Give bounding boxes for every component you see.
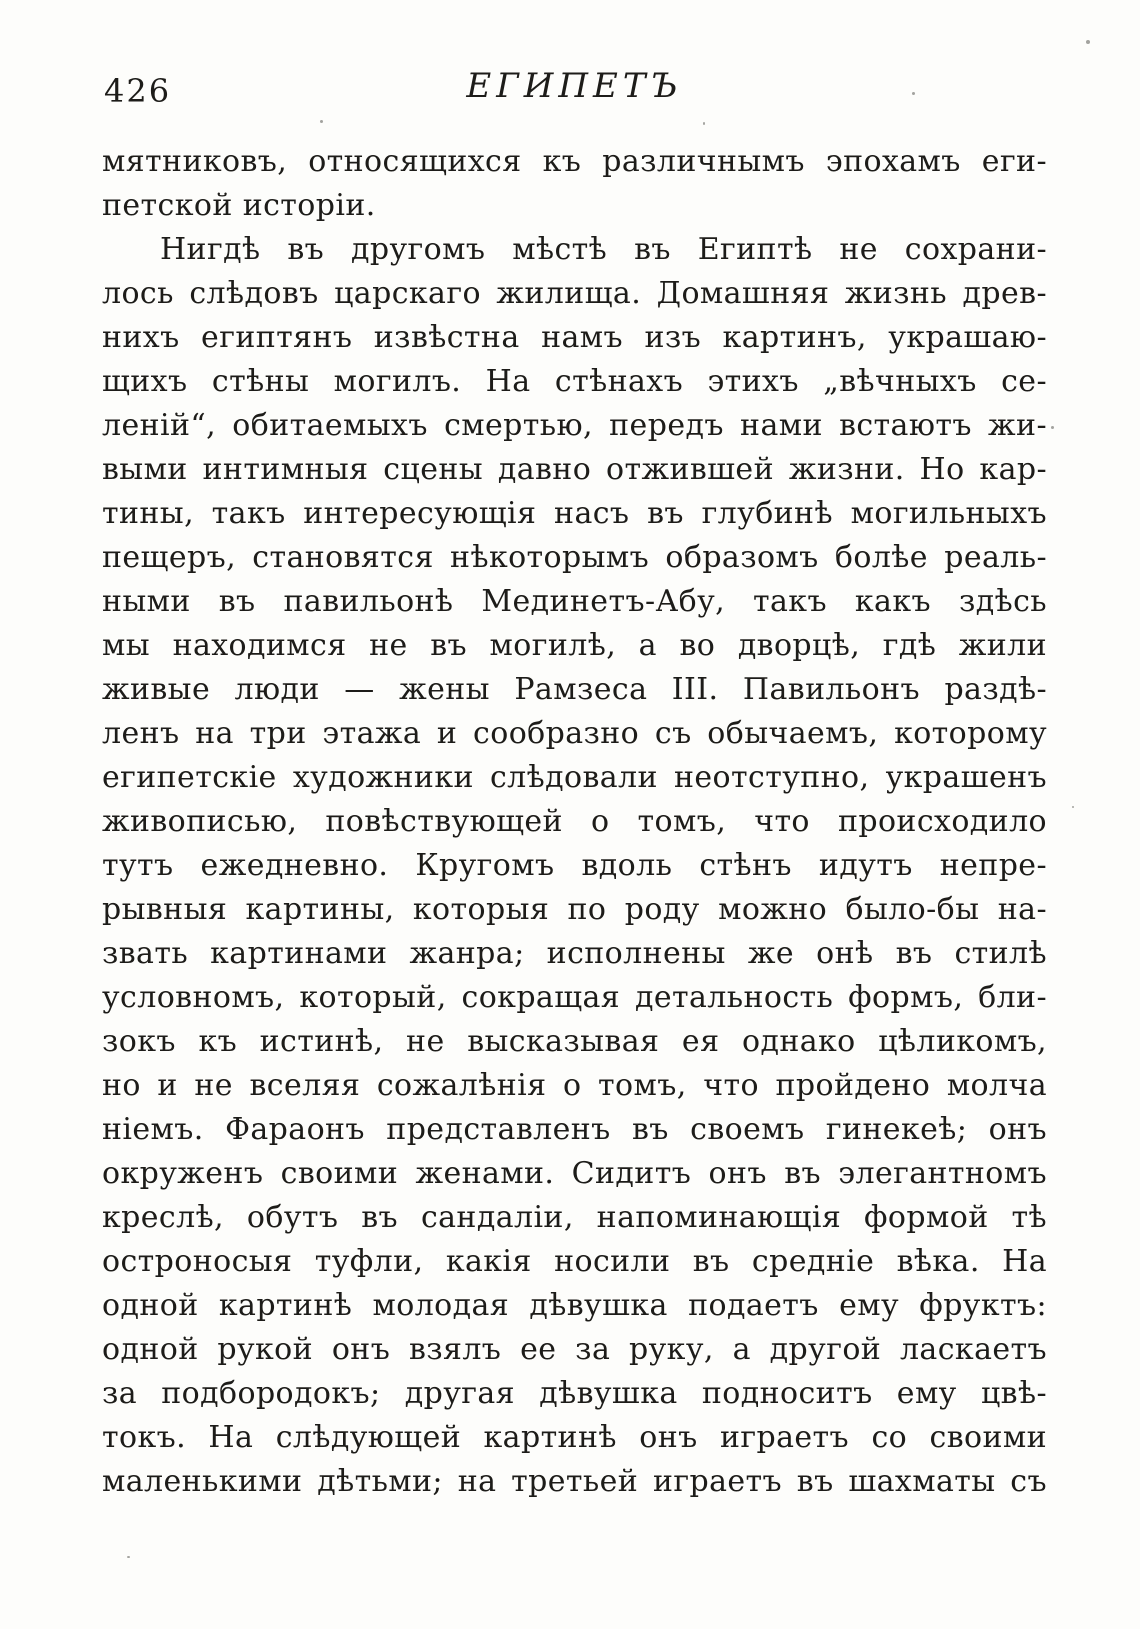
text-line: мятниковъ, относящихся къ различнымъ эпохамъ еги- — [102, 144, 1047, 179]
text-line: креслѣ, обутъ въ сандаліи, напоминающія формой тѣ — [102, 1200, 1047, 1235]
text-line: одной картинѣ молодая дѣвушка подаетъ ему фруктъ: — [102, 1288, 1047, 1323]
text-line: токъ. На слѣдующей картинѣ онъ играетъ со своими — [102, 1420, 1047, 1455]
text-line: маленькими дѣтьми; на третьей играетъ въ шахматы съ — [102, 1464, 1047, 1499]
text-line: окруженъ своими женами. Сидитъ онъ въ элегантномъ — [102, 1156, 1047, 1191]
text-line: тины, такъ интересующія насъ въ глубинѣ могильныхъ — [102, 496, 1047, 531]
text-line: за подбородокъ; другая дѣвушка подноситъ ему цвѣ- — [102, 1376, 1047, 1411]
text-line: лось слѣдовъ царскаго жилища. Домашняя жизнь древ- — [102, 276, 1047, 311]
text-line: рывныя картины, которыя по роду можно было-бы на- — [102, 892, 1047, 927]
scan-speck — [912, 92, 915, 95]
scan-speck — [1086, 40, 1090, 44]
text-line: одной рукой онъ взялъ ее за руку, а другой ласкаетъ — [102, 1332, 1047, 1367]
page-header — [102, 66, 1047, 112]
body-text — [102, 140, 1047, 1504]
scan-speck — [1051, 426, 1054, 429]
page-number: 426 — [104, 72, 172, 110]
text-line: ніемъ. Фараонъ представленъ въ своемъ гинекеѣ; онъ — [102, 1112, 1047, 1147]
text-line: условномъ, который, сокращая детальность формъ, бли- — [102, 980, 1047, 1015]
text-line: звать картинами жанра; исполнены же онѣ въ стилѣ — [102, 936, 1047, 971]
text-line: пещеръ, становятся нѣкоторымъ образомъ болѣе реаль- — [102, 540, 1047, 575]
text-line: мы находимся не въ могилѣ, а во дворцѣ, гдѣ жили — [102, 628, 1047, 663]
text-line: леній“, обитаемыхъ смертью, передъ нами встаютъ жи- — [102, 408, 1047, 443]
text-line: щихъ стѣны могилъ. На стѣнахъ этихъ „вѣчныхъ се- — [102, 364, 1047, 399]
text-line: остроносыя туфли, какія носили въ средніе вѣка. На — [102, 1244, 1047, 1279]
text-line: но и не вселяя сожалѣнія о томъ, что пройдено молча — [102, 1068, 1047, 1103]
text-line: ленъ на три этажа и сообразно съ обычаемъ, которому — [102, 716, 1047, 751]
scan-speck — [1072, 806, 1074, 808]
text-line: петской исторіи. — [102, 188, 376, 223]
text-line: ными въ павильонѣ Мединетъ-Абу, такъ какъ здѣсь — [102, 584, 1047, 619]
scan-speck — [127, 1556, 130, 1558]
running-title: ЕГИПЕТЪ — [466, 66, 683, 106]
text-line: Нигдѣ въ другомъ мѣстѣ въ Египтѣ не сохрани- — [160, 232, 1047, 267]
text-line: выми интимныя сцены давно отжившей жизни. Но кар- — [102, 452, 1047, 487]
scan-speck — [320, 120, 323, 123]
text-line: египетскіе художники слѣдовали неотступно, украшенъ — [102, 760, 1047, 795]
text-line: тутъ ежедневно. Кругомъ вдоль стѣнъ идутъ непре- — [102, 848, 1047, 883]
text-line: живые люди — жены Рамзеса III. Павильонъ раздѣ- — [102, 672, 1047, 707]
text-line: живописью, повѣствующей о томъ, что происходило — [102, 804, 1047, 839]
text-line: нихъ египтянъ извѣстна намъ изъ картинъ, украшаю- — [102, 320, 1047, 355]
text-line: зокъ къ истинѣ, не высказывая ея однако цѣликомъ, — [102, 1024, 1047, 1059]
scan-speck — [703, 122, 705, 125]
